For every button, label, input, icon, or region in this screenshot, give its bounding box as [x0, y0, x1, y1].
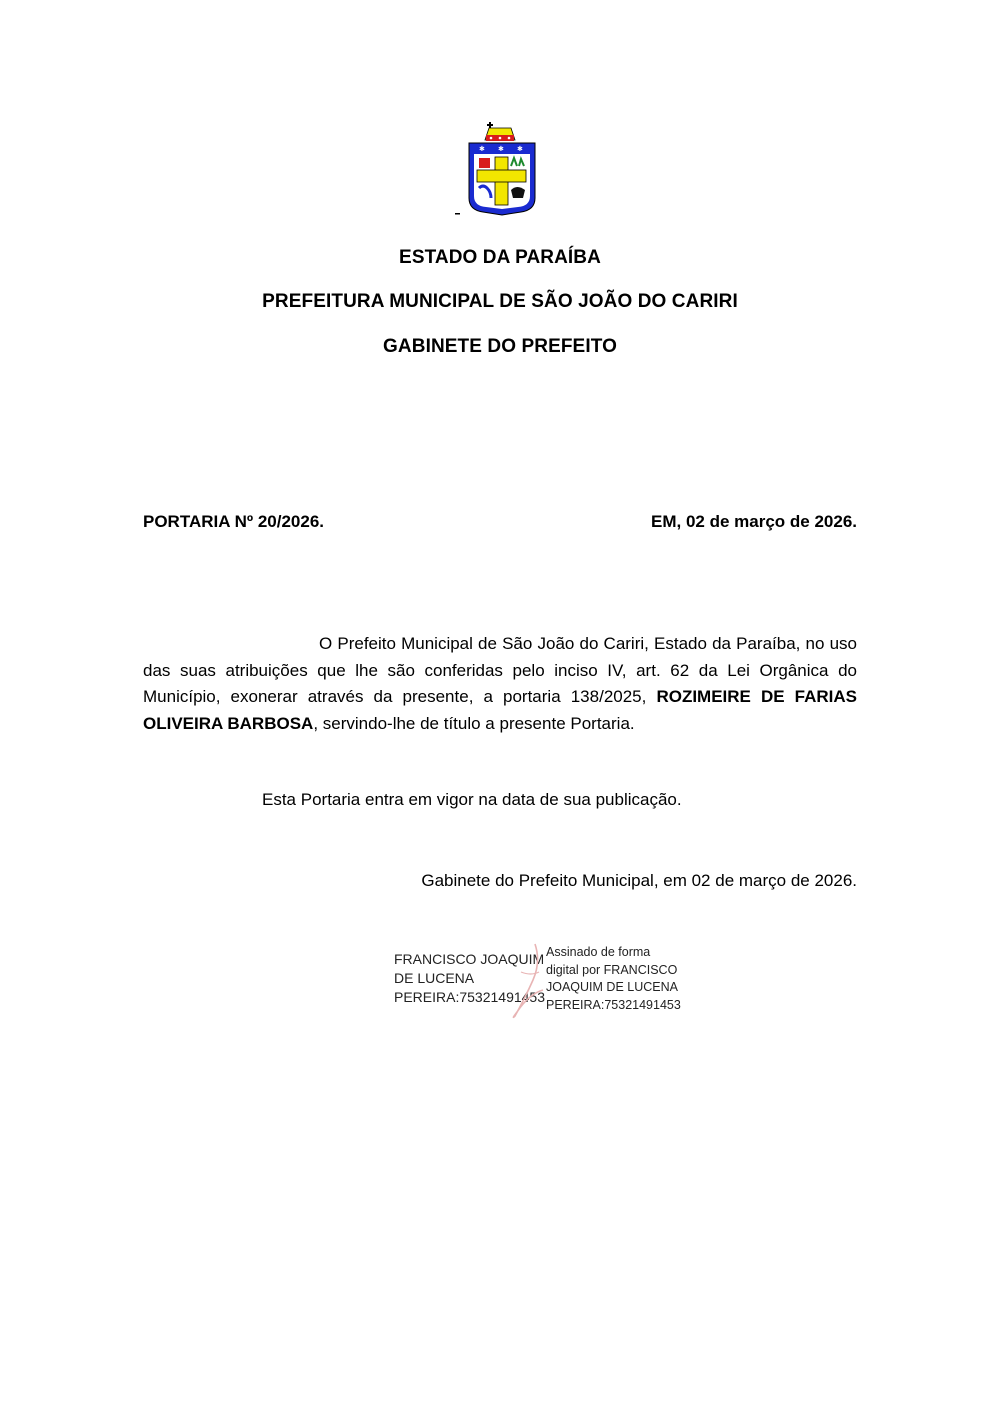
svg-text:✱: ✱	[498, 145, 504, 153]
employee-name: ROZIMEIRE DE FARIAS OLIVEIRA BARBOSA	[143, 687, 857, 733]
body-text-intro: O Prefeito Municipal de São João do Cariri, Estado da Paraíba, no uso das suas atribuições que lhe são conferidas pelo inciso IV, art. 62 da Lei Orgânica do Município, exonerar através da presente, a portaria 138/2025,	[143, 634, 857, 706]
municipal-coat-of-arms-icon	[455, 118, 545, 218]
signer-name-line: DE LUCENA	[394, 970, 475, 986]
signature-info-line: Assinado de forma	[546, 945, 651, 959]
digital-signature-mark-icon	[505, 942, 549, 1020]
closing-line: Gabinete do Prefeito Municipal, em 02 de março de 2026.	[421, 871, 857, 890]
portaria-number: PORTARIA Nº 20/2026.	[143, 512, 324, 531]
portaria-date: EM, 02 de março de 2026.	[651, 512, 857, 531]
signer-name-line: PEREIRA:75321491453	[394, 989, 545, 1005]
signer-name-line: FRANCISCO JOAQUIM	[394, 951, 545, 967]
portaria-header	[143, 512, 857, 532]
effective-clause: Esta Portaria entra em vigor na data de sua publicação.	[262, 790, 682, 809]
signature-info-line: JOAQUIM DE LUCENA	[546, 980, 678, 994]
svg-text:✱: ✱	[517, 145, 523, 153]
municipality-title: PREFEITURA MUNICIPAL DE SÃO JOÃO DO CARIRI	[262, 291, 738, 312]
portaria-body	[143, 631, 857, 737]
state-title: ESTADO DA PARAÍBA	[399, 247, 601, 268]
svg-text:✱: ✱	[479, 145, 485, 153]
office-title: GABINETE DO PREFEITO	[383, 336, 617, 357]
body-text-end: , servindo-lhe de título a presente Portaria.	[313, 713, 635, 733]
signature-info-line: PEREIRA:75321491453	[546, 997, 681, 1012]
signature-info	[546, 944, 681, 1014]
signature-info-line: digital por FRANCISCO	[546, 962, 678, 977]
